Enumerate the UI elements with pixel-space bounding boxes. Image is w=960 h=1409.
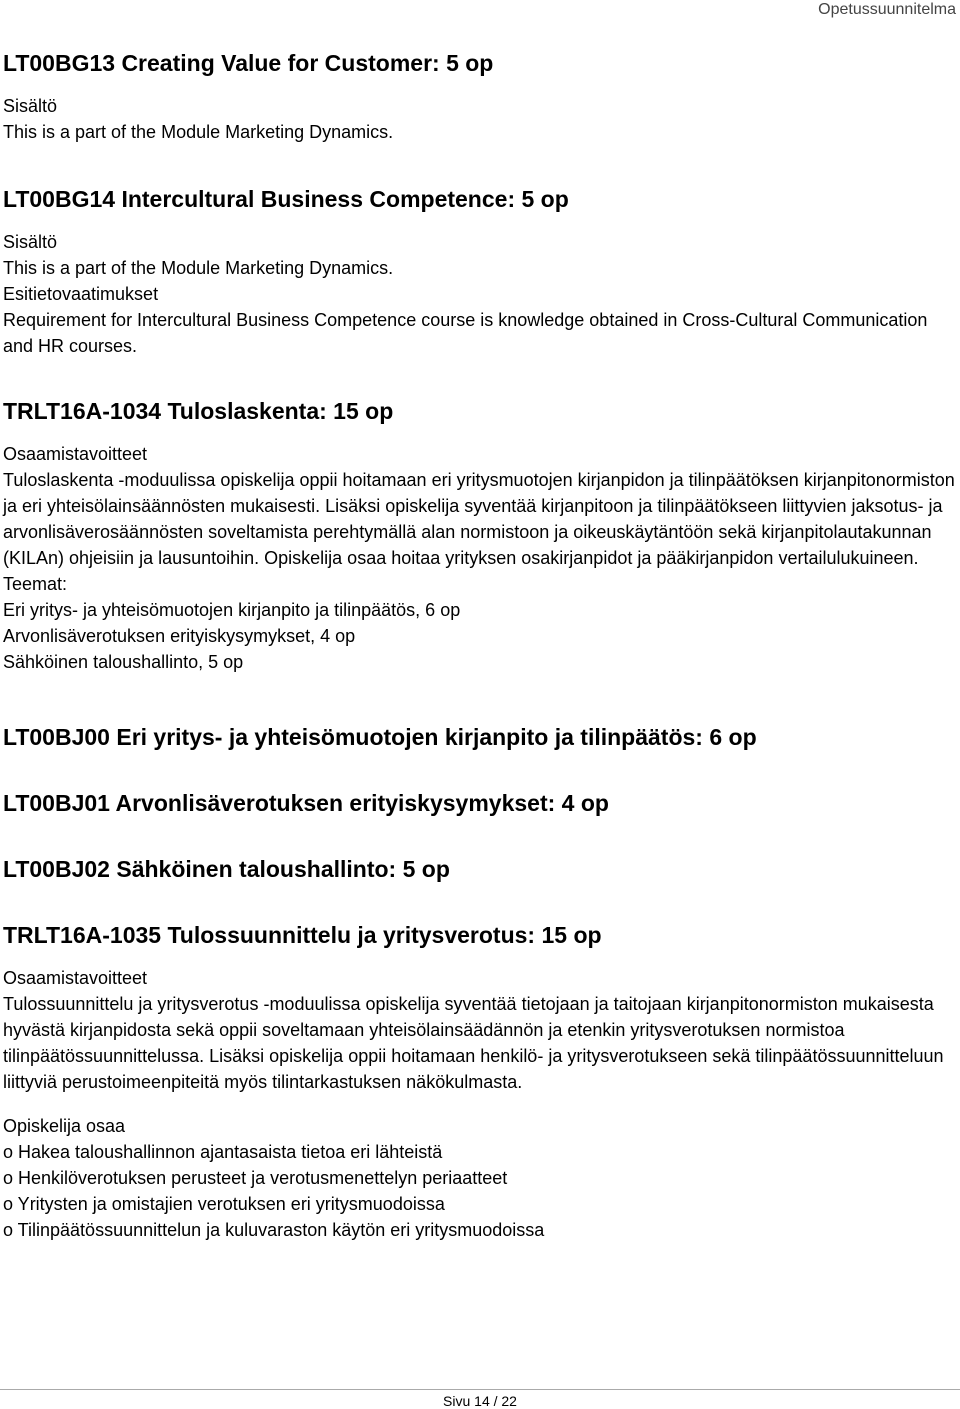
section-label: Opiskelija osaa <box>3 1116 126 1136</box>
list-item: Arvonlisäverotuksen erityiskysymykset, 4 op <box>3 626 356 646</box>
course-title: LT00BJ02 Sähköinen taloushallinto: 5 op <box>3 856 450 882</box>
course-section <box>3 93 955 145</box>
list-item: o Hakea taloushallinnon ajantasaista tietoa eri lähteistä <box>3 1142 443 1162</box>
page-footer <box>0 1389 960 1409</box>
list-item: Sähköinen taloushallinto, 5 op <box>3 652 244 672</box>
course-title: LT00BG14 Intercultural Business Competence: 5 op <box>3 186 569 212</box>
section-text: This is a part of the Module Marketing Dynamics. <box>3 258 394 278</box>
section-text: Tulossuunnittelu ja yritysverotus -moduulissa opiskelija syventää tietojaan ja taitojaan kirjanpitonormiston mukaisesta hyvästä kirjanpidosta sekä oppii soveltamaan yhteisölainsäädännön ja etenkin yritysverotuksen normistoa tilinpäätössuunnittelussa. Lisäksi opiskelija oppii hoitamaan henkilö- ja yritysverotukseen sekä tilinpäätössuunnitteluun liittyviä perustoimeenpiteitä myös tilintarkastuksen näkökulmasta. <box>3 994 944 1092</box>
list-item: o Henkilöverotuksen perusteet ja verotusmenettelyn periaatteet <box>3 1168 508 1188</box>
course-title: TRLT16A-1034 Tuloslaskenta: 15 op <box>3 398 394 424</box>
section-text: Requirement for Intercultural Business Competence course is knowledge obtained in Cross-Cultural Communication and HR courses. <box>3 310 928 356</box>
course-title: LT00BG13 Creating Value for Customer: 5 op <box>3 50 494 76</box>
page-number: Sivu 14 / 22 <box>443 1393 517 1409</box>
list-item: Eri yritys- ja yhteisömuotojen kirjanpito ja tilinpäätös, 6 op <box>3 600 461 620</box>
course-title: LT00BJ00 Eri yritys- ja yhteisömuotojen kirjanpito ja tilinpäätös: 6 op <box>3 724 757 750</box>
page-content <box>3 47 955 1243</box>
course-title: LT00BJ01 Arvonlisäverotuksen erityiskysymykset: 4 op <box>3 790 609 816</box>
list-item: o Tilinpäätössuunnittelun ja kuluvaraston käytön eri yritysmuodoissa <box>3 1220 545 1240</box>
course-title: TRLT16A-1035 Tulossuunnittelu ja yritysverotus: 15 op <box>3 922 602 948</box>
list-item: o Yritysten ja omistajien verotuksen eri yritysmuodoissa <box>3 1194 445 1214</box>
section-text: Tuloslaskenta -moduulissa opiskelija oppii hoitamaan eri yritysmuotojen kirjanpidon ja tilinpäätöksen kirjanpitonormiston ja eri yhteisölainsäännösten mukaisesti. Lisäksi opiskelija syventää kirjanpitoon ja tilinpäätökseen liittyvien jaksotus- ja arvonlisäverosäännösten soveltamista perehtymällä alan normistoon ja oikeuskäytäntöön sekä kirjanpitolautakunnan (KILAn) ohjeisiin ja lausuntoihin. Opiskelija osaa hoitaa yrityksen osakirjanpidot ja pääkirjanpidon vertailulukuineen. <box>3 470 955 568</box>
section-label: Sisältö <box>3 96 58 116</box>
section-label: Osaamistavoitteet <box>3 444 148 464</box>
course-section <box>3 229 955 359</box>
course-section <box>3 441 955 675</box>
course-section <box>3 965 955 1243</box>
document-type-label: Opetussuunnitelma <box>818 1 956 18</box>
section-label: Sisältö <box>3 232 58 252</box>
section-label: Osaamistavoitteet <box>3 968 148 988</box>
section-label: Esitietovaatimukset <box>3 284 159 304</box>
section-text: This is a part of the Module Marketing Dynamics. <box>3 122 394 142</box>
section-label: Teemat: <box>3 574 68 594</box>
